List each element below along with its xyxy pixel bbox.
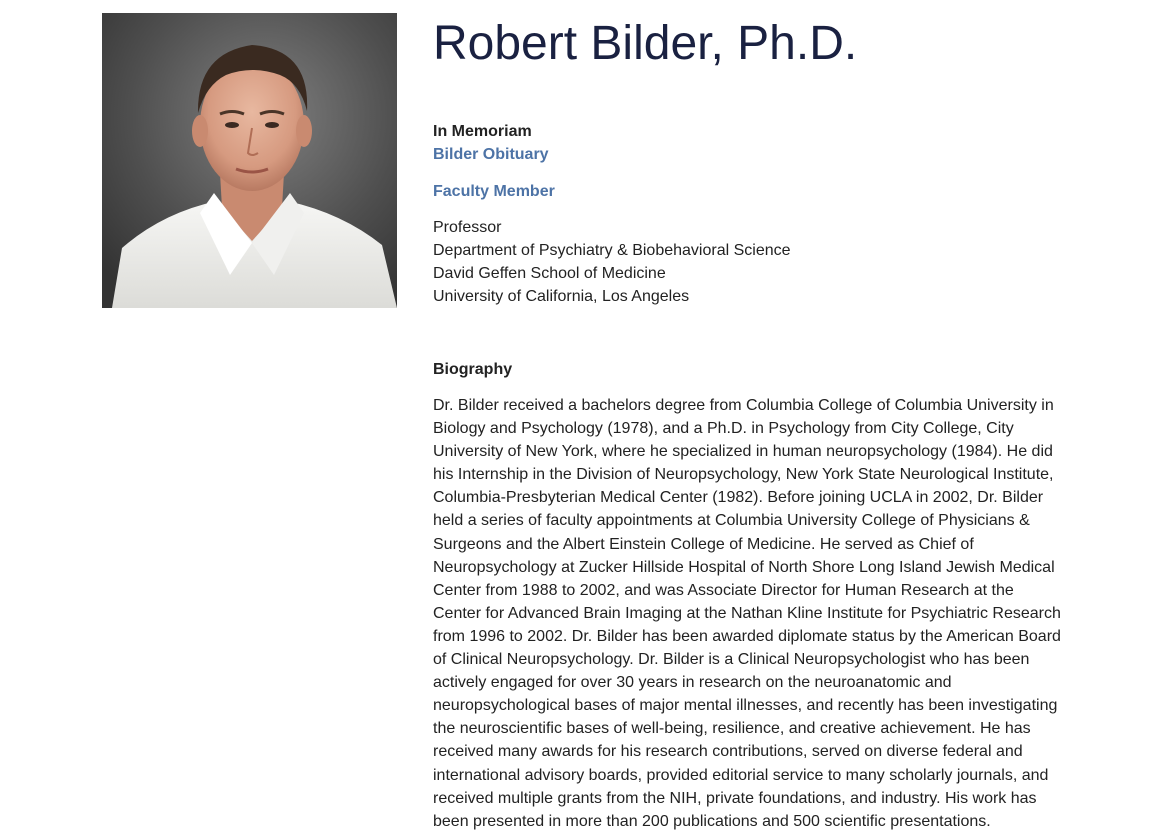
profile-photo — [102, 13, 397, 308]
biography-text: Dr. Bilder received a bachelors degree from Columbia College of Columbia University in Biology and Psychology (1978), and a Ph.D. in Psychology from City College, City University of New York, where he specialized in human neuropsychology (1984). He did his Internship in the Division of Neuropsychology, New York State Neurological Institute, Columbia-Presbyterian Medical Center (1982). Before joining UCLA in 2002, Dr. Bilder held a series of faculty appointments at Columbia University College of Physicians & Surgeons and the Albert Einstein College of Medicine. He served as Chief of Neuropsychology at Zucker Hillside Hospital of North Shore Long Island Jewish Medical Center from 1988 to 2002, and was Associate Director for Human Research at the Center for Advanced Brain Imaging at the Nathan Kline Institute for Psychiatric Research from 1996 to 2002. Dr. Bilder has been awarded diplomate status by the American Board of Clinical Neuropsychology. Dr. Bilder is a Clinical Neuropsychologist who has been actively engaged for over 30 years in research on the neuroanatomic and neuropsychological bases of major mental illnesses, and recently has been investigating the neuroscientific bases of well-being, resilience, and creative achievement. He has received many awards for his research contributions, served on diverse federal and international advisory boards, provided editorial service to many scholarly journals, and received multiple grants from the NIH, private foundations, and industry. His work has been presented in more than 200 publications and 500 scientific presentations. — [433, 397, 1061, 830]
title-line: David Geffen School of Medicine — [433, 265, 666, 282]
page-title: Robert Bilder, Ph.D. — [433, 17, 858, 70]
profile-content — [433, 16, 1073, 833]
obituary-link[interactable]: Bilder Obituary — [433, 146, 549, 163]
title-line: Department of Psychiatry & Biobehavioral Science — [433, 242, 791, 259]
faculty-titles — [433, 216, 1073, 308]
title-line: University of California, Los Angeles — [433, 288, 690, 305]
biography-heading: Biography — [433, 361, 513, 378]
title-line: Professor — [433, 219, 502, 236]
memoriam-heading: In Memoriam — [433, 123, 532, 140]
faculty-member-link[interactable]: Faculty Member — [433, 183, 555, 200]
